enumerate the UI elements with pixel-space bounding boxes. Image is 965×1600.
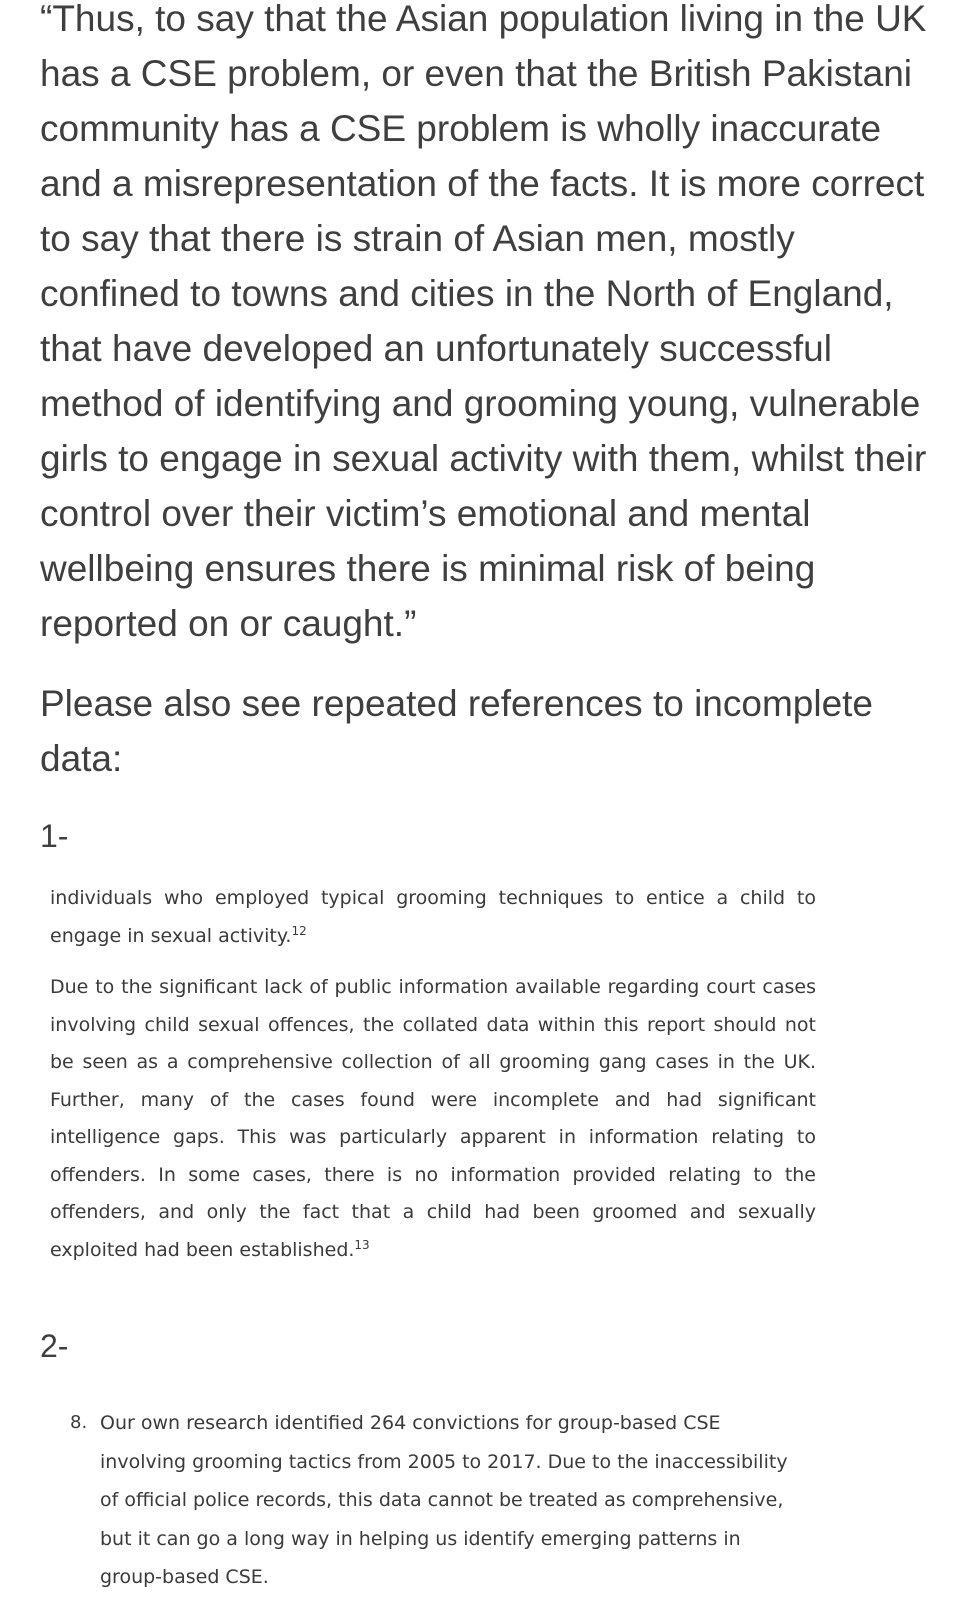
list-item-number: 8. [70,1412,88,1433]
list-item-text: Our own research identified 264 convictions for group-based CSE involving grooming tactics from 2005 to 2017. Due to the inaccessibility of official police records, this data cannot be treated as comprehensive, but it can go a long way in helping us identify emerging patterns in group-based CSE. [100,1412,788,1588]
incomplete-data-note: Please also see repeated references to incomplete data: [40,683,874,779]
reference-marker-2: 2- [40,1328,69,1364]
excerpt-1-paragraph-2 [50,969,816,1269]
footnote-12: 12 [291,923,307,938]
excerpt-1-paragraph-2-text: Due to the significant lack of public information available regarding court cases involving child sexual offences, the collated data within this report should not be seen as a comprehensive collection of all grooming gang cases in the UK. Further, many of the cases found were incomplete and had significant intelligence gaps. This was particularly apparent in information relating to offenders. In some cases, there is no information provided relating to the offenders, and only the fact that a child had been groomed and sexually exploited had been established. [50,976,816,1261]
footnote-13: 13 [354,1237,370,1252]
report-excerpt-2 [70,1404,800,1597]
excerpt-1-paragraph-1-text: individuals who employed typical grooming techniques to entice a child to engage in sexual activity. [50,887,816,947]
quoted-passage: “Thus, to say that the Asian population living in the UK has a CSE problem, or even that the British Pakistani community has a CSE problem is wholly inaccurate and a misrepresentation of the facts. It is more correct to say that there is strain of Asian men, mostly confined to towns and cities in the North of England, that have developed an unfortunately successful method of identifying and grooming young, vulnerable girls to engage in sexual activity with them, whilst their control over their victim’s emotional and mental wellbeing ensures there is minimal risk of being reported on or caught.” [40,0,927,644]
report-excerpt-1 [50,880,816,1269]
numbered-list-item [70,1404,800,1597]
reference-marker-1: 1- [40,818,69,854]
excerpt-1-paragraph-1 [50,880,816,955]
